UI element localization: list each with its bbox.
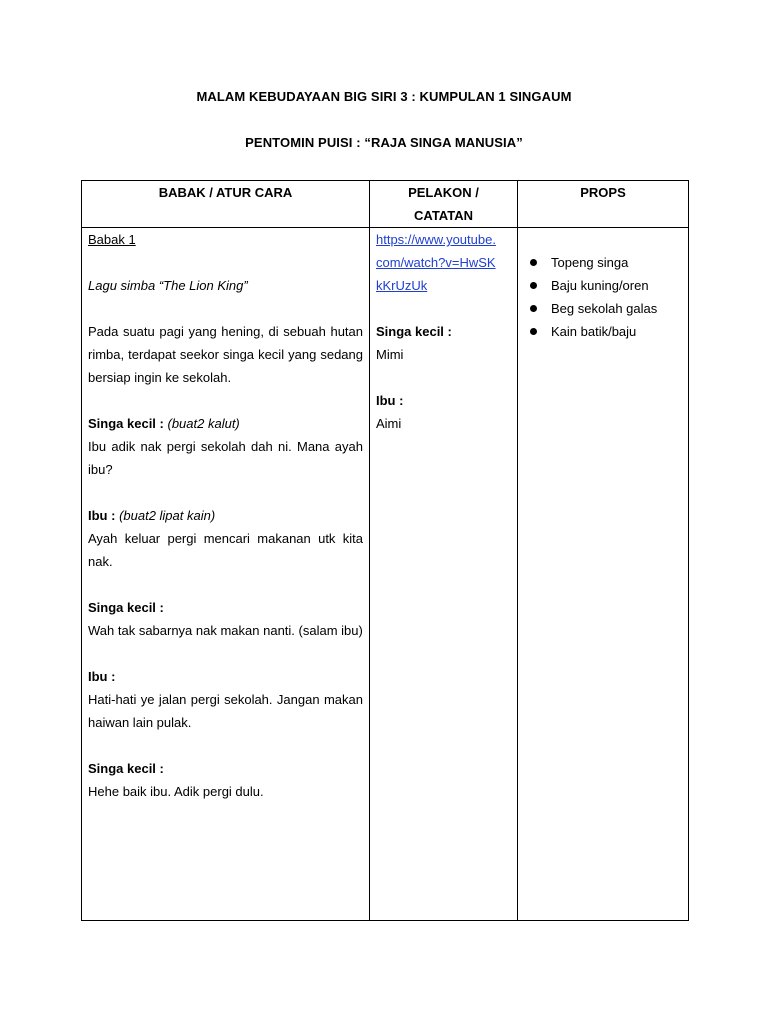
header-props-label: PROPS bbox=[580, 185, 626, 200]
scene-narration: Pada suatu pagi yang hening, di sebuah hutan rimba, terdapat seekor singa kecil yang sedang bersiap ingin ke sekolah. bbox=[88, 324, 363, 385]
document-title: MALAM KEBUDAYAAN BIG SIRI 3 : KUMPULAN 1 SINGAUM bbox=[196, 89, 572, 104]
youtube-link-line[interactable]: https://www.youtube. bbox=[376, 232, 496, 247]
cast-role: Singa kecil : bbox=[376, 324, 452, 339]
props-list-item bbox=[518, 274, 688, 297]
script-table bbox=[81, 180, 689, 921]
dialogue-line: Hati-hati ye jalan pergi sekolah. Jangan makan haiwan lain pulak. bbox=[88, 692, 363, 730]
dialogue-line: Wah tak sabarnya nak makan nanti. (salam ibu) bbox=[88, 623, 363, 638]
dialogue-speaker: Singa kecil : bbox=[88, 761, 164, 776]
scene-cell bbox=[82, 228, 370, 921]
youtube-link-line[interactable]: kKrUzUk bbox=[376, 278, 428, 293]
notes-cell bbox=[370, 228, 518, 921]
dialogue-block bbox=[88, 504, 363, 573]
cast-actor: Aimi bbox=[376, 416, 402, 431]
header-props bbox=[518, 181, 689, 228]
dialogue-line: Hehe baik ibu. Adik pergi dulu. bbox=[88, 784, 264, 799]
dialogue-block bbox=[88, 757, 363, 803]
scene-song: Lagu simba “The Lion King” bbox=[88, 278, 248, 293]
bullet-icon bbox=[530, 305, 537, 312]
props-list-item bbox=[518, 251, 688, 274]
props-list-item bbox=[518, 320, 688, 343]
document-subtitle: PENTOMIN PUISI : “RAJA SINGA MANUSIA” bbox=[245, 135, 523, 150]
youtube-link-line[interactable]: com/watch?v=HwSK bbox=[376, 255, 496, 270]
prop-label: Kain batik/baju bbox=[551, 324, 637, 339]
dialogue-speaker: Singa kecil : bbox=[88, 416, 164, 431]
bullet-icon bbox=[530, 328, 537, 335]
header-pelakon-catatan bbox=[370, 181, 518, 228]
prop-label: Topeng singa bbox=[551, 255, 629, 270]
props-list-item bbox=[518, 297, 688, 320]
scene-row bbox=[82, 228, 689, 921]
stage-direction: (buat2 kalut) bbox=[167, 416, 240, 431]
prop-label: Baju kuning/oren bbox=[551, 278, 649, 293]
prop-label: Beg sekolah galas bbox=[551, 301, 658, 316]
cast-actor: Mimi bbox=[376, 347, 404, 362]
dialogue-block bbox=[88, 665, 363, 734]
dialogue-speaker: Ibu : bbox=[88, 669, 116, 684]
scene-label: Babak 1 bbox=[88, 232, 136, 247]
stage-direction: (buat2 lipat kain) bbox=[119, 508, 216, 523]
youtube-link[interactable] bbox=[376, 228, 511, 297]
dialogue-block bbox=[88, 412, 363, 481]
dialogue-line: Ibu adik nak pergi sekolah dah ni. Mana ayah ibu? bbox=[88, 439, 363, 477]
header-pelakon-line2: CATATAN bbox=[414, 208, 473, 223]
header-babak-label: BABAK / ATUR CARA bbox=[158, 185, 293, 200]
props-list bbox=[518, 228, 688, 343]
table-header-row bbox=[82, 181, 689, 228]
header-pelakon-line1: PELAKON / bbox=[408, 185, 479, 200]
dialogue-speaker: Ibu : bbox=[88, 508, 116, 523]
dialogue-line: Ayah keluar pergi mencari makanan utk kita nak. bbox=[88, 531, 363, 569]
header-babak-atur-cara bbox=[82, 181, 370, 228]
dialogue-block bbox=[88, 596, 363, 642]
dialogue-speaker: Singa kecil : bbox=[88, 600, 164, 615]
bullet-icon bbox=[530, 259, 537, 266]
bullet-icon bbox=[530, 282, 537, 289]
props-cell bbox=[518, 228, 689, 921]
cast-role: Ibu : bbox=[376, 393, 404, 408]
